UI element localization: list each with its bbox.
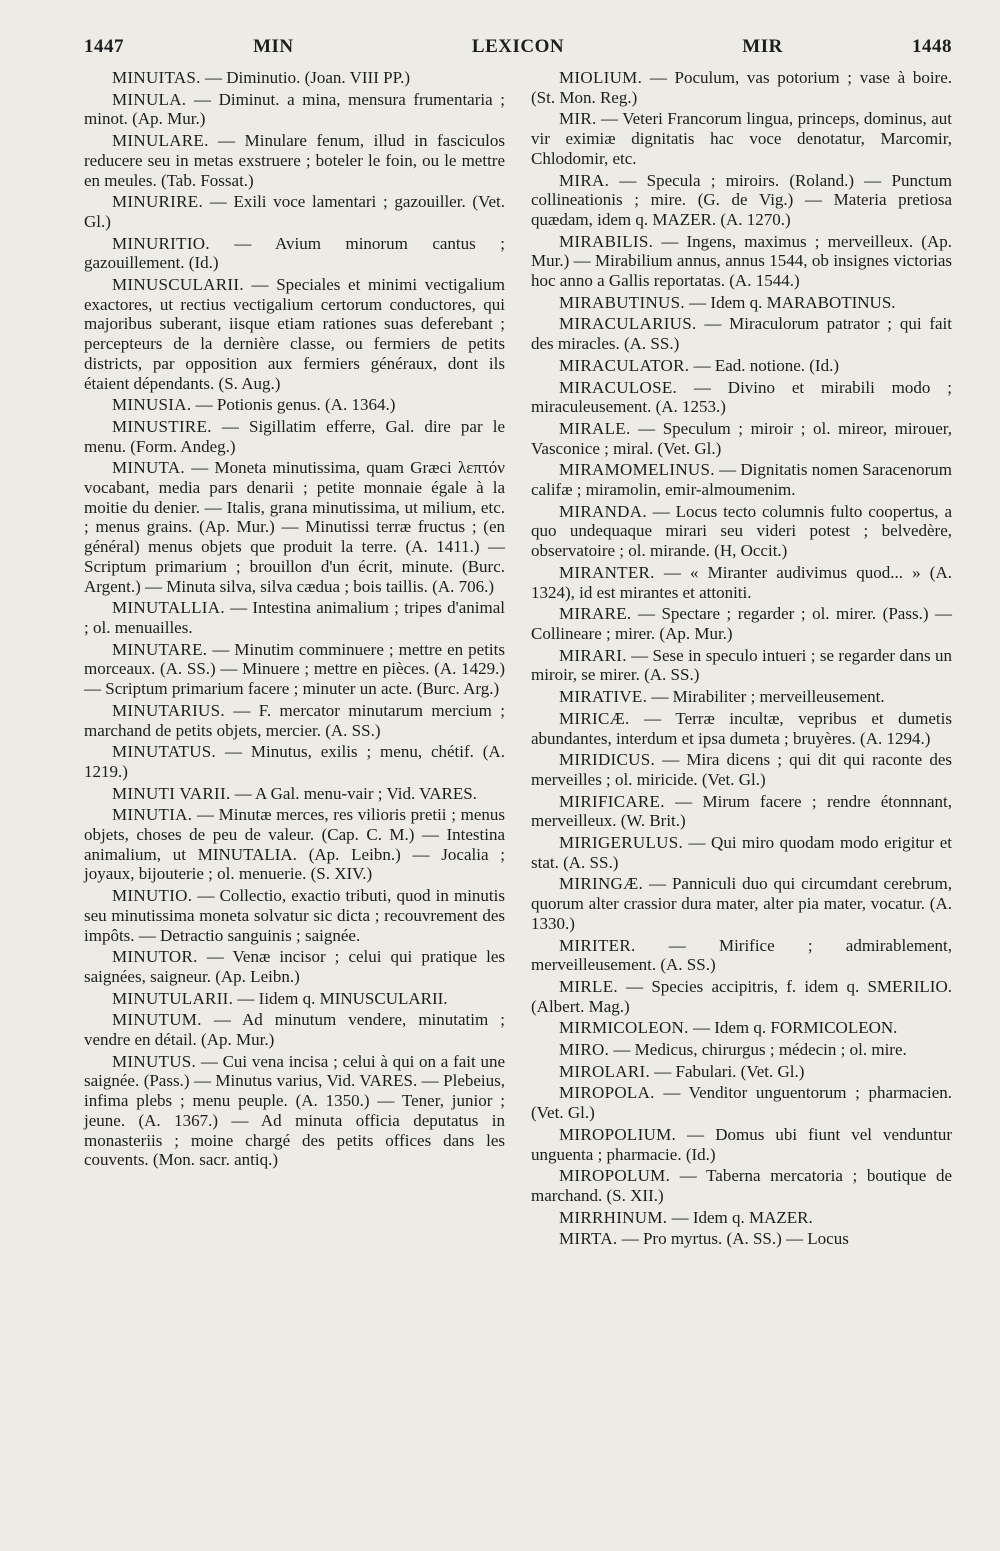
dictionary-entry: [531, 1125, 952, 1164]
entry-headword: MINUSIA.: [112, 395, 192, 415]
header-center: [164, 36, 872, 58]
entry-headword: MIRARE.: [559, 604, 632, 624]
entry-headword: MINUTIO.: [112, 886, 193, 906]
entry-definition: — Mirabiliter ; merveilleusement.: [647, 687, 885, 707]
entry-headword: MINUTI VARII.: [112, 783, 231, 803]
entry-headword: MIRITER.: [559, 935, 636, 955]
entry-headword: MIRANTER.: [559, 562, 655, 582]
entry-definition: — Iidem q. MINUSCULARII.: [233, 988, 448, 1008]
dictionary-entry: [84, 417, 505, 456]
left-column: [84, 68, 505, 1251]
dictionary-entry: [84, 1052, 505, 1170]
entry-definition: — Intestina animalium ; tripes d'animal ; ol. menuailles.: [84, 598, 505, 637]
entry-definition: — Spectare ; regarder ; ol. mirer. (Pass.) — Collineare ; mirer. (Ap. Mur.): [531, 604, 952, 643]
entry-definition: — Cui vena incisa ; celui à qui on a fait une saignée. (Pass.) — Minutus varius, Vid. VARES. — Plebeius, infima plebs ; menu peuple. (A. 1350.) — Tener, junior ; jeune. (A. 1367.) — Ad minuta officia deputatus in monasteriis ; moine chargé des petits offices dans les couvents. (Mon. sacr. antiq.): [84, 1051, 505, 1170]
right-column: [531, 68, 952, 1251]
entry-headword: MIRIDICUS.: [559, 750, 656, 770]
dictionary-entry: [531, 356, 952, 376]
entry-definition: — Mira dicens ; qui dit qui raconte des merveilles ; ol. miricide. (Vet. Gl.): [531, 750, 952, 789]
dictionary-entry: [84, 395, 505, 415]
dictionary-entry: [531, 314, 952, 353]
entry-headword: MINUSCULARII.: [112, 275, 244, 295]
dictionary-entry: [84, 701, 505, 740]
dictionary-entry: [531, 68, 952, 107]
entry-headword: MINUTATUS.: [112, 742, 217, 762]
entry-definition: — Exili voce lamentari ; gazouiller. (Vet. Gl.): [84, 192, 505, 231]
entry-headword: MIRIGERULUS.: [559, 833, 684, 853]
entry-definition: — Ad minutum vendere, minutatim ; vendre en détail. (Ap. Mur.): [84, 1010, 505, 1050]
dictionary-entry: [531, 1083, 952, 1122]
entry-definition: — Terræ incultæ, vepribus et dumetis abundantes, interdum et ipsa dumeta ; bruyères. (A. 1294.): [531, 708, 952, 748]
entry-headword: MINUITAS.: [112, 68, 201, 87]
entry-headword: MIOLIUM.: [559, 68, 643, 87]
entry-definition: — Veteri Francorum lingua, princeps, dominus, aut vir eximiæ dignitatis hac voce denotatur, Marcomir, Chlodomir, etc.: [531, 109, 952, 168]
entry-headword: MIROLARI.: [559, 1061, 651, 1081]
dictionary-entry: [531, 1062, 952, 1082]
entry-definition: — Moneta minutissima, quam Græci λεπτόν vocabant, media pars denarii ; petite monnaie égale à la moitie du denier. — Italis, grana minutissima, ut milium, etc. ; menus grains. (Ap. Mur.) — Minutissi terræ fructus ; (en général) menus objets que produit la terre. (A. 1411.) — Scriptum primarium ; brouillon d'un écrit, minute. (Burc. Argent.) — Minuta silva, silva cædua ; bois taillis. (A. 706.): [84, 458, 505, 596]
entry-definition: — Sigillatim efferre, Gal. dire par le menu. (Form. Andeg.): [84, 416, 505, 456]
entry-definition: — Domus ubi fiunt vel venduntur unguenta ; pharmacie. (Id.): [531, 1124, 952, 1164]
dictionary-entry: [84, 989, 505, 1009]
entry-definition: — Ead. notione. (Id.): [689, 355, 839, 375]
dictionary-entry: [84, 1010, 505, 1049]
entry-headword: MIRARI.: [559, 645, 627, 665]
entry-definition: — Sese in speculo intueri ; se regarder dans un miroir, se mirer. (A. SS.): [531, 645, 952, 685]
dictionary-entry: [531, 792, 952, 831]
dictionary-entry: [531, 1018, 952, 1038]
dictionary-entry: [531, 1166, 952, 1205]
entry-headword: MIRACULARIUS.: [559, 314, 697, 334]
entry-headword: MIROPOLUM.: [559, 1166, 671, 1186]
left-running-head: MIN: [253, 36, 294, 57]
dictionary-entry: [531, 977, 952, 1016]
dictionary-entry: [531, 687, 952, 707]
entry-definition: — Panniculi duo qui circumdant cerebrum, quorum alter crassior dura mater, alter pia mater, vocatur. (A. 1330.): [531, 874, 952, 933]
dictionary-entry: [531, 1040, 952, 1060]
entry-headword: MIRIFICARE.: [559, 791, 665, 811]
right-running-head: MIR: [742, 36, 783, 57]
entry-headword: MIRAMOMELINUS.: [559, 460, 715, 480]
entry-definition: — Speciales et minimi vectigalium exactores, ut rectius vectigalium certorum conductores, qui majoribus suberant, iisque etiam rationes suas deferebant ; percepteurs de la dernière classe, ou fermiers de petits districts, par opposition aux fermiers généraux, dont ils étaient dépendants. (S. Aug.): [84, 275, 505, 393]
entry-headword: MINUTARIUS.: [112, 700, 225, 720]
entry-headword: MINURITIO.: [112, 233, 210, 253]
dictionary-entry: [531, 1208, 952, 1228]
entry-headword: MINUTULARII.: [112, 988, 234, 1008]
dictionary-entry: [531, 171, 952, 230]
entry-headword: MINULA.: [112, 89, 187, 109]
entry-definition: — Taberna mercatoria ; boutique de marchand. (S. XII.): [531, 1166, 952, 1205]
dictionary-entry: [531, 646, 952, 685]
dictionary-entry: [84, 947, 505, 986]
entry-headword: MIRINGÆ.: [559, 874, 644, 894]
dictionary-entry: [531, 1229, 952, 1249]
entry-headword: MIRATIVE.: [559, 687, 648, 707]
entry-headword: MINUTUM.: [112, 1010, 202, 1030]
entry-headword: MIRABILIS.: [559, 231, 654, 251]
entry-headword: MINUTALLIA.: [112, 598, 225, 618]
entry-definition: — Specula ; miroirs. (Roland.) — Punctum collineationis ; mire. (G. de Vig.) — Materia pretiosa quædam, idem q. MAZER. (A. 1270.): [531, 170, 952, 229]
entry-definition: — Medicus, chirurgus ; médecin ; ol. mire.: [609, 1040, 907, 1060]
entry-definition: — Idem q. MARABOTINUS.: [684, 292, 896, 312]
entry-headword: MINUTIA.: [112, 805, 193, 825]
right-page-number: 1448: [912, 36, 952, 57]
dictionary-entry: [84, 234, 505, 273]
dictionary-entry: [84, 886, 505, 945]
dictionary-entry: [84, 640, 505, 699]
entry-definition: — Dignitatis nomen Saracenorum califæ ; miramolin, emir-almoumenim.: [531, 460, 952, 500]
entry-definition: — Venditor unguentorum ; pharmacien. (Vet. Gl.): [531, 1083, 952, 1123]
entry-definition: — Minutæ merces, res vilioris pretii ; menus objets, choses de peu de valeur. (Cap. C. M.) — Intestina animalium, ut MINUTALIA. (Ap. Leibn.) — Jocalia ; joyaux, bijouterie ; ol. menuerie. (S. XIV.): [84, 805, 505, 884]
dictionary-entry: [531, 378, 952, 417]
entry-headword: MIROPOLIUM.: [559, 1124, 677, 1144]
columns: [84, 68, 952, 1251]
dictionary-entry: [531, 419, 952, 458]
entry-headword: MIRANDA.: [559, 501, 647, 521]
page-header: [84, 36, 952, 66]
entry-headword: MIRTA.: [559, 1229, 618, 1249]
entry-headword: MIR.: [559, 109, 597, 129]
entry-definition: — Minulare fenum, illud in fasciculos reducere seu in metas exstruere ; boteler le foin, ou le mettre en meules. (Tab. Fossat.): [84, 131, 505, 190]
entry-definition: — Idem q. MAZER.: [667, 1207, 813, 1227]
entry-headword: MINUSTIRE.: [112, 416, 212, 436]
entry-headword: MINULARE.: [112, 131, 209, 151]
dictionary-entry: [531, 750, 952, 789]
dictionary-entry: [84, 192, 505, 231]
entry-definition: — Species accipitris, f. idem q. SMERILIO. (Albert. Mag.): [531, 976, 952, 1016]
entry-headword: MINUTA.: [112, 458, 185, 478]
entry-definition: — Speculum ; miroir ; ol. mireor, mirouer, Vasconice ; miral. (Vet. Gl.): [531, 418, 952, 458]
entry-definition: — Minutim comminuere ; mettre en petits morceaux. (A. SS.) — Minuere ; mettre en pièces. (A. 1429.) — Scriptum primarium facere ; minuter un acte. (Burc. Arg.): [84, 639, 505, 699]
entry-headword: MINUTUS.: [112, 1051, 197, 1071]
dictionary-entry: [84, 131, 505, 190]
dictionary-entry: [84, 784, 505, 804]
dictionary-entry: [531, 833, 952, 872]
entry-definition: — Avium minorum cantus ; gazouillement. (Id.): [84, 233, 505, 273]
entry-definition: — Pro myrtus. (A. SS.) — Locus: [617, 1229, 849, 1249]
entry-definition: — F. mercator minutarum mercium ; marchand de petits objets, mercier. (A. SS.): [84, 700, 505, 740]
dictionary-entry: [531, 502, 952, 561]
dictionary-entry: [531, 563, 952, 602]
dictionary-entry: [84, 805, 505, 884]
dictionary-entry: [531, 709, 952, 748]
entry-headword: MIRABUTINUS.: [559, 292, 685, 312]
book-title: LEXICON: [471, 36, 565, 57]
entry-headword: MIRRHINUM.: [559, 1207, 668, 1227]
entry-definition: — Idem q. FORMICOLEON.: [688, 1018, 898, 1038]
entry-headword: MIROPOLA.: [559, 1083, 655, 1103]
dictionary-entry: [84, 90, 505, 129]
entry-definition: — Fabulari. (Vet. Gl.): [650, 1061, 805, 1081]
dictionary-entry: [531, 293, 952, 313]
dictionary-entry: [84, 68, 505, 88]
entry-definition: — Diminut. a mina, mensura frumentaria ; minot. (Ap. Mur.): [84, 89, 505, 129]
entry-headword: MIRO.: [559, 1040, 610, 1060]
dictionary-entry: [531, 460, 952, 499]
entry-headword: MIRACULOSE.: [559, 377, 678, 397]
entry-definition: — « Miranter audivimus quod... » (A. 1324), id est mirantes et attoniti.: [531, 562, 952, 602]
entry-definition: — Locus tecto columnis fulto coopertus, a quo undequaque mirari seu videri potest ; belvedère, observatoire ; ol. mirande. (H, Occit.): [531, 501, 952, 561]
entry-headword: MINUTOR.: [112, 947, 198, 967]
dictionary-entry: [84, 742, 505, 781]
entry-definition: — Diminutio. (Joan. VIII PP.): [200, 68, 411, 87]
entry-definition: — Potionis genus. (A. 1364.): [191, 395, 396, 415]
entry-definition: — Venæ incisor ; celui qui pratique les saignées, saigneur. (Ap. Leibn.): [84, 947, 505, 986]
entry-definition: — Ingens, maximus ; merveilleux. (Ap. Mur.) — Mirabilium annus, annus 1544, ob insignes victorias hoc anno a Gallis reportatas. (A. 1544.): [531, 231, 952, 291]
dictionary-entry: [531, 232, 952, 291]
entry-headword: MIRICÆ.: [559, 708, 630, 728]
dictionary-entry: [531, 874, 952, 933]
entry-headword: MIRA.: [559, 170, 610, 190]
entry-definition: — Mirifice ; admirablement, merveilleusement. (A. SS.): [531, 935, 952, 975]
dictionary-entry: [84, 275, 505, 393]
entry-definition: — Miraculorum patrator ; qui fait des miracles. (A. SS.): [531, 314, 952, 354]
entry-definition: — Divino et mirabili modo ; miraculeusement. (A. 1253.): [531, 377, 952, 417]
entry-headword: MIRALE.: [559, 418, 631, 438]
entry-headword: MIRLE.: [559, 976, 618, 996]
entry-definition: — Minutus, exilis ; menu, chétif. (A. 1219.): [84, 742, 505, 781]
entry-definition: — A Gal. menu-vair ; Vid. VARES.: [230, 783, 477, 803]
entry-definition: — Poculum, vas potorium ; vase à boire. (St. Mon. Reg.): [531, 68, 952, 107]
entry-headword: MIRMICOLEON.: [559, 1018, 689, 1038]
entry-definition: — Collectio, exactio tributi, quod in minutis seu minutissima moneta solvatur sic dicta ; recouvrement des impôts. — Detractio sanguinis ; saignée.: [84, 886, 505, 945]
left-page-number: 1447: [84, 36, 124, 57]
dictionary-entry: [531, 936, 952, 975]
dictionary-entry: [531, 604, 952, 643]
entry-definition: — Qui miro quodam modo erigitur et stat. (A. SS.): [531, 833, 952, 872]
dictionary-entry: [84, 458, 505, 596]
dictionary-entry: [84, 598, 505, 637]
entry-definition: — Mirum facere ; rendre étonnnant, merveilleux. (W. Brit.): [531, 791, 952, 831]
entry-headword: MIRACULATOR.: [559, 355, 690, 375]
entry-headword: MINUTARE.: [112, 639, 208, 659]
entry-headword: MINURIRE.: [112, 192, 204, 212]
dictionary-entry: [531, 109, 952, 168]
